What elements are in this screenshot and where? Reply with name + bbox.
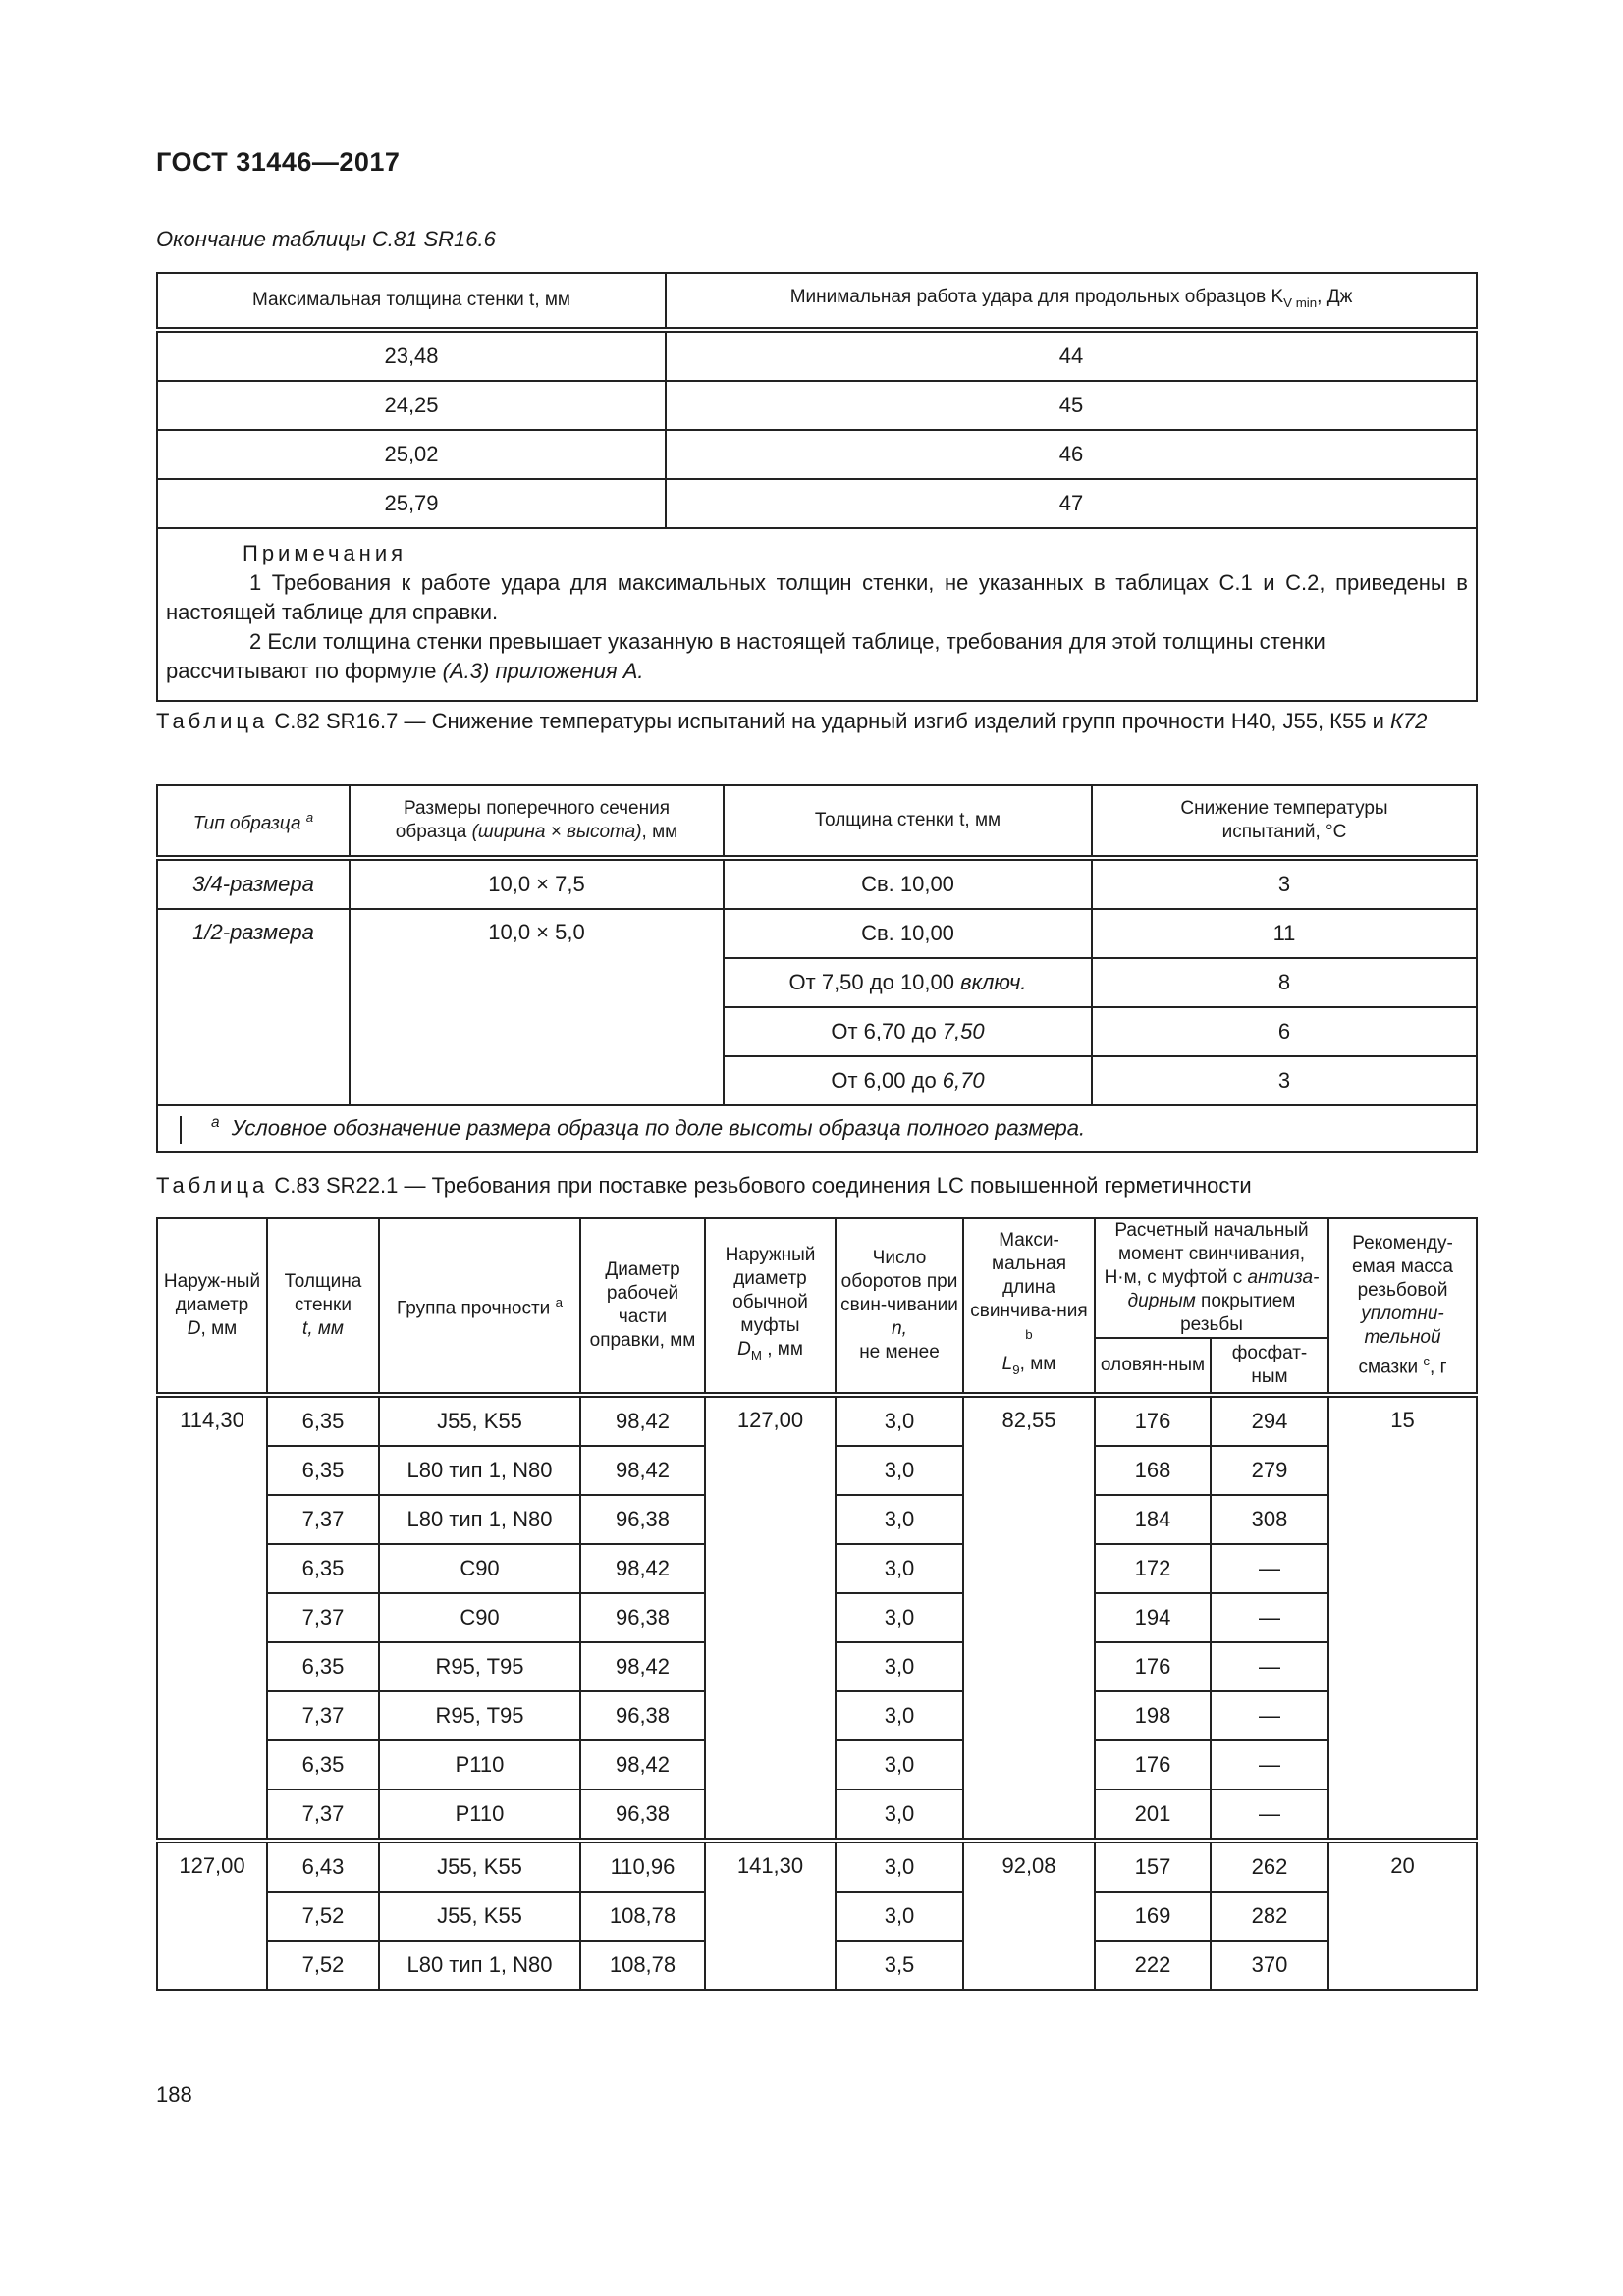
outer-diameter-cell: 114,30 <box>157 1395 267 1841</box>
thickness-cell <box>724 1056 1092 1105</box>
notes-cell <box>157 528 1477 701</box>
note-2-ref: (А.3) приложения А. <box>442 659 644 683</box>
torque-phosphate-cell: 308 <box>1211 1495 1328 1544</box>
mandrel-cell: 98,42 <box>580 1544 705 1593</box>
torque-tin-cell: 168 <box>1095 1446 1211 1495</box>
note-1: 1 Требования к работе удара для максимальных толщин стенки, не указанных в таблицах С.1 и С.2, приведены в настоящей таблице для справки. <box>166 570 1468 624</box>
torque-phosphate-cell: — <box>1211 1789 1328 1841</box>
col-header-grease-mass: Рекоменду-емая масса резьбовой уплотни-тельной смазки $^с$, г <box>1328 1218 1477 1395</box>
torque-phosphate-cell: 370 <box>1211 1941 1328 1990</box>
continuation-caption: Окончание таблицы С.81 SR16.6 <box>156 227 496 251</box>
note-2-text: 2 Если толщина стенки превышает указанную в настоящей таблице, требования для этой толщины стенки рассчитывают по формуле <box>166 629 1325 683</box>
note-2 <box>166 627 1468 686</box>
turns-cell: 3,0 <box>836 1691 963 1740</box>
mandrel-cell: 98,42 <box>580 1446 705 1495</box>
torque-phosphate-cell: — <box>1211 1691 1328 1740</box>
grease-mass-cell: 20 <box>1328 1841 1477 1990</box>
torque-tin-cell: 201 <box>1095 1789 1211 1841</box>
torque-phosphate-cell: — <box>1211 1642 1328 1691</box>
type-cell: 1/2-размера <box>157 909 350 1105</box>
thickness-cell: 25,79 <box>157 479 666 528</box>
mandrel-cell: 98,42 <box>580 1740 705 1789</box>
torque-phosphate-cell: 262 <box>1211 1841 1328 1892</box>
thickness-text: Св. 10,00 <box>861 921 954 945</box>
turns-cell: 3,0 <box>836 1544 963 1593</box>
group-cell: L80 тип 1, N80 <box>379 1941 580 1990</box>
table-c83 <box>156 1217 1478 1991</box>
col-header-wall: Толщина стенки t, мм <box>267 1218 379 1395</box>
table-c81 <box>156 272 1478 702</box>
turns-cell: 3,0 <box>836 1495 963 1544</box>
thickness-tail: 6,70 <box>942 1068 985 1093</box>
group-cell: L80 тип 1, N80 <box>379 1446 580 1495</box>
thickness-cell <box>724 958 1092 1007</box>
torque-tin-cell: 176 <box>1095 1740 1211 1789</box>
table-row <box>157 381 1477 430</box>
col-header-torque: Расчетный начальный момент свинчивания, Н·м, с муфтой с антиза-дирным покрытием резьбы <box>1095 1218 1328 1338</box>
thickness-text: От 6,00 до <box>831 1068 943 1093</box>
reduction-cell: 6 <box>1092 1007 1477 1056</box>
thickness-tail: включ. <box>960 970 1027 994</box>
table-row <box>157 858 1477 909</box>
mandrel-cell: 98,42 <box>580 1395 705 1446</box>
wall-cell: 6,35 <box>267 1642 379 1691</box>
mandrel-cell: 110,96 <box>580 1841 705 1892</box>
turns-cell: 3,0 <box>836 1892 963 1941</box>
col-header-thickness: Максимальная толщина стенки t, мм <box>157 273 666 330</box>
mandrel-cell: 96,38 <box>580 1495 705 1544</box>
wall-cell: 7,37 <box>267 1495 379 1544</box>
table-row <box>157 430 1477 479</box>
turns-cell: 3,0 <box>836 1642 963 1691</box>
col-header-outer-diameter: Наруж-ный диаметр D, мм <box>157 1218 267 1395</box>
torque-tin-cell: 194 <box>1095 1593 1211 1642</box>
outer-diameter-cell: 127,00 <box>157 1841 267 1990</box>
thickness-tail: 7,50 <box>942 1019 985 1043</box>
group-cell: J55, K55 <box>379 1841 580 1892</box>
wall-cell: 7,37 <box>267 1789 379 1841</box>
col-header-max-length: Макси-мальная длина свинчива-ния $^b$ $L_9$, мм <box>963 1218 1095 1395</box>
mandrel-cell: 96,38 <box>580 1789 705 1841</box>
col-header-temp-reduction: Снижение температуры испытаний, °С <box>1092 785 1477 858</box>
torque-tin-cell: 176 <box>1095 1642 1211 1691</box>
mandrel-cell: 108,78 <box>580 1892 705 1941</box>
caption-c82: Таблица С.82 SR16.7 — Снижение температуры испытаний на ударный изгиб изделий групп прочности Н40, J55, К55 и К72 <box>156 709 1428 733</box>
torque-phosphate-cell: 294 <box>1211 1395 1328 1446</box>
group-cell: P110 <box>379 1789 580 1841</box>
caption-c83: Таблица С.83 SR22.1 — Требования при поставке резьбового соединения LC повышенной герметичности <box>156 1173 1252 1198</box>
footnote-sup: а <box>211 1114 220 1132</box>
thickness-cell: 24,25 <box>157 381 666 430</box>
energy-cell: 46 <box>666 430 1477 479</box>
col-header-size: Размеры поперечного сечения образца (ширина × высота), мм <box>350 785 724 858</box>
turns-cell: 3,0 <box>836 1395 963 1446</box>
thickness-cell: 25,02 <box>157 430 666 479</box>
wall-cell: 6,35 <box>267 1446 379 1495</box>
max-length-cell: 82,55 <box>963 1395 1095 1841</box>
coupling-cell: 127,00 <box>705 1395 836 1841</box>
col-header-strength-group: Группа прочности $^а$ <box>379 1218 580 1395</box>
table-row <box>157 330 1477 381</box>
thickness-cell: 23,48 <box>157 330 666 381</box>
mandrel-cell: 98,42 <box>580 1642 705 1691</box>
wall-cell: 6,35 <box>267 1544 379 1593</box>
wall-cell: 7,52 <box>267 1941 379 1990</box>
group-cell: J55, K55 <box>379 1395 580 1446</box>
table-row <box>157 1395 1477 1446</box>
energy-cell: 47 <box>666 479 1477 528</box>
thickness-text: От 7,50 до 10,00 <box>788 970 961 994</box>
turns-cell: 3,0 <box>836 1740 963 1789</box>
size-cell: 10,0 × 7,5 <box>350 858 724 909</box>
turns-cell: 3,5 <box>836 1941 963 1990</box>
turns-cell: 3,0 <box>836 1789 963 1841</box>
energy-cell: 45 <box>666 381 1477 430</box>
group-cell: P110 <box>379 1740 580 1789</box>
turns-cell: 3,0 <box>836 1593 963 1642</box>
torque-tin-cell: 198 <box>1095 1691 1211 1740</box>
col-header-turns: Число оборотов при свин-чивании n, не менее <box>836 1218 963 1395</box>
thickness-cell <box>724 1007 1092 1056</box>
torque-phosphate-cell: — <box>1211 1544 1328 1593</box>
turns-cell: 3,0 <box>836 1446 963 1495</box>
turns-cell: 3,0 <box>836 1841 963 1892</box>
table-row <box>157 1841 1477 1892</box>
wall-cell: 6,35 <box>267 1740 379 1789</box>
wall-cell: 6,43 <box>267 1841 379 1892</box>
energy-cell: 44 <box>666 330 1477 381</box>
footnote-text: Условное обозначение размера образца по доле высоты образца полного размера. <box>231 1115 1086 1141</box>
page-number: 188 <box>156 2082 192 2107</box>
torque-phosphate-cell: 279 <box>1211 1446 1328 1495</box>
reduction-cell: 3 <box>1092 1056 1477 1105</box>
wall-cell: 7,52 <box>267 1892 379 1941</box>
col-header-energy: Минимальная работа удара для продольных образцов $K_{V min}$, Дж <box>666 273 1477 330</box>
reduction-cell: 3 <box>1092 858 1477 909</box>
col-header-type: Тип образца $^а$ <box>157 785 350 858</box>
max-length-cell: 92,08 <box>963 1841 1095 1990</box>
group-cell: J55, K55 <box>379 1892 580 1941</box>
wall-cell: 6,35 <box>267 1395 379 1446</box>
col-header-phosphate: фосфат-ным <box>1211 1338 1328 1395</box>
mandrel-cell: 96,38 <box>580 1593 705 1642</box>
torque-tin-cell: 176 <box>1095 1395 1211 1446</box>
col-header-mandrel: Диаметр рабочей части оправки, мм <box>580 1218 705 1395</box>
torque-tin-cell: 184 <box>1095 1495 1211 1544</box>
thickness-cell <box>724 909 1092 958</box>
footnote-marker-bar <box>180 1116 182 1144</box>
thickness-cell: Св. 10,00 <box>724 858 1092 909</box>
table-c82 <box>156 784 1478 1153</box>
thickness-text: От 6,70 до <box>831 1019 943 1043</box>
mandrel-cell: 108,78 <box>580 1941 705 1990</box>
reduction-cell: 8 <box>1092 958 1477 1007</box>
torque-tin-cell: 222 <box>1095 1941 1211 1990</box>
group-cell: R95, T95 <box>379 1691 580 1740</box>
group-cell: C90 <box>379 1593 580 1642</box>
type-cell: 3/4-размера <box>157 858 350 909</box>
size-cell: 10,0 × 5,0 <box>350 909 724 1105</box>
group-cell: C90 <box>379 1544 580 1593</box>
torque-tin-cell: 169 <box>1095 1892 1211 1941</box>
notes-title: Примечания <box>243 541 407 565</box>
table-row <box>157 909 1477 958</box>
wall-cell: 7,37 <box>267 1691 379 1740</box>
col-header-coupling: Наружный диаметр обычной муфты $D_М$ , мм <box>705 1218 836 1395</box>
mandrel-cell: 96,38 <box>580 1691 705 1740</box>
col-header-tin: оловян-ным <box>1095 1338 1211 1395</box>
coupling-cell: 141,30 <box>705 1841 836 1990</box>
doc-header: ГОСТ 31446—2017 <box>156 147 401 177</box>
torque-tin-cell: 157 <box>1095 1841 1211 1892</box>
group-cell: R95, T95 <box>379 1642 580 1691</box>
col-header-wall-thickness: Толщина стенки t, мм <box>724 785 1092 858</box>
torque-tin-cell: 172 <box>1095 1544 1211 1593</box>
torque-phosphate-cell: — <box>1211 1740 1328 1789</box>
reduction-cell: 11 <box>1092 909 1477 958</box>
torque-phosphate-cell: — <box>1211 1593 1328 1642</box>
grease-mass-cell: 15 <box>1328 1395 1477 1841</box>
wall-cell: 7,37 <box>267 1593 379 1642</box>
table-row <box>157 479 1477 528</box>
group-cell: L80 тип 1, N80 <box>379 1495 580 1544</box>
torque-phosphate-cell: 282 <box>1211 1892 1328 1941</box>
footnote-cell <box>157 1105 1477 1152</box>
